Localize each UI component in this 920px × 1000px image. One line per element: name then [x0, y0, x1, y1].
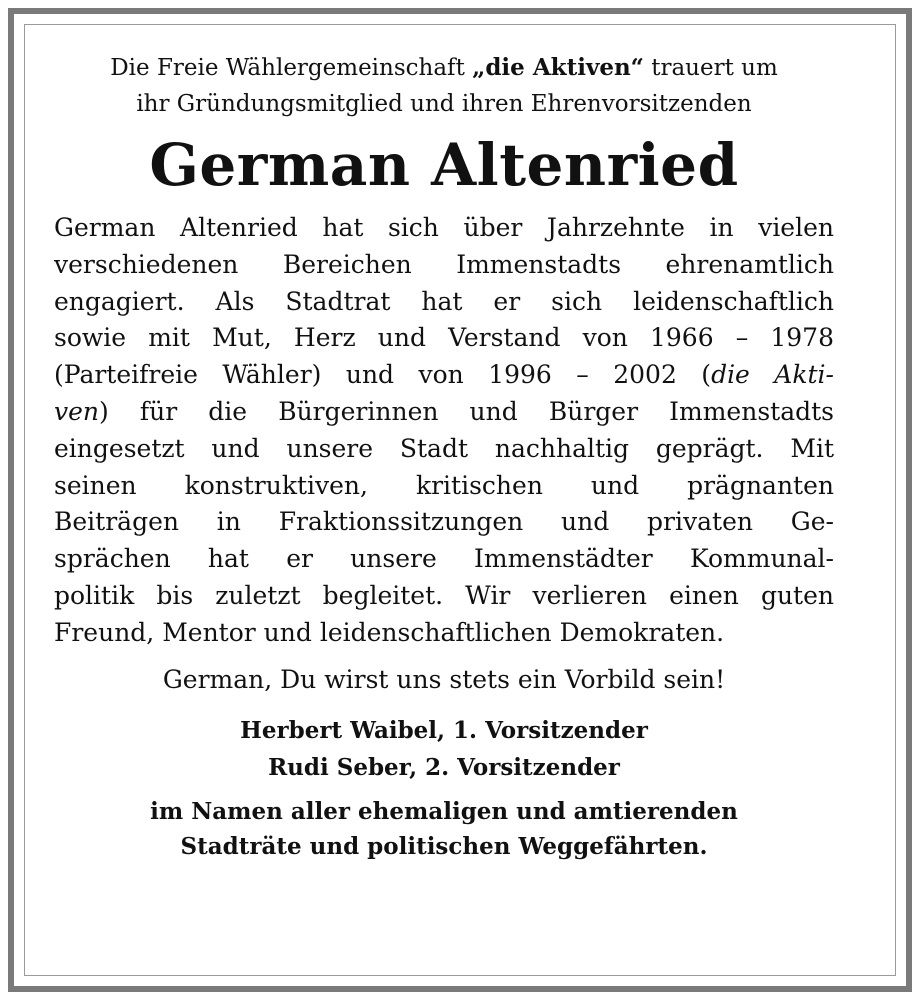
on-behalf-text	[54, 794, 834, 864]
body-line: eingesetzt und unsere Stadt nachhaltig geprägt. Mit	[54, 433, 834, 463]
deceased-name: German Altenried	[149, 131, 739, 199]
tribute-paragraph	[54, 210, 834, 652]
intro-line1-after: trauert um	[643, 55, 778, 81]
signatory: Herbert Waibel, 1. Vorsitzender	[240, 716, 648, 744]
body-line: sowie mit Mut, Herz und Verstand von 1966 – 1978	[54, 323, 834, 353]
body-line: sprächen hat er unsere Immenstädter Kommunal-	[54, 544, 834, 574]
obituary-notice	[54, 50, 834, 864]
body-segment: ) für die Bürgerinnen und Bürger Immenstadts	[99, 396, 834, 426]
body-line: Beiträgen in Fraktionssitzungen und privaten Ge-	[54, 507, 834, 537]
intro-text	[54, 50, 834, 122]
body-italic-segment: die Akti-	[711, 360, 834, 390]
intro-line1-before: Die Freie Wählergemeinschaft	[110, 55, 473, 81]
on-behalf-line1: im Namen aller ehemaligen und amtierenden	[150, 797, 738, 825]
body-line-mixed	[54, 357, 834, 394]
body-line: Freund, Mentor und leidenschaftlichen Demokraten.	[54, 617, 725, 647]
organization-name: „die Aktiven“	[472, 54, 644, 81]
body-italic-segment: ven	[54, 396, 100, 426]
body-line-mixed	[54, 394, 834, 431]
body-line: politik bis zuletzt begleitet. Wir verlieren einen guten	[54, 580, 834, 610]
intro-line2: ihr Gründungsmitglied und ihren Ehrenvorsitzenden	[136, 91, 752, 117]
body-line: verschiedenen Bereichen Immenstadts ehrenamtlich	[54, 249, 834, 279]
body-line: German Altenried hat sich über Jahrzehnte in vielen	[54, 213, 834, 242]
signatory: Rudi Seber, 2. Vorsitzender	[268, 753, 620, 781]
farewell-line: German, Du wirst uns stets ein Vorbild sein!	[162, 664, 726, 694]
body-segment: (Parteifreie Wähler) und von 1996 – 2002 (	[54, 360, 712, 390]
on-behalf-line2: Stadträte und politischen Weggefährten.	[180, 832, 708, 860]
body-line: engagiert. Als Stadtrat hat er sich leidenschaftlich	[54, 286, 834, 316]
body-line: seinen konstruktiven, kritischen und prägnanten	[54, 470, 834, 500]
